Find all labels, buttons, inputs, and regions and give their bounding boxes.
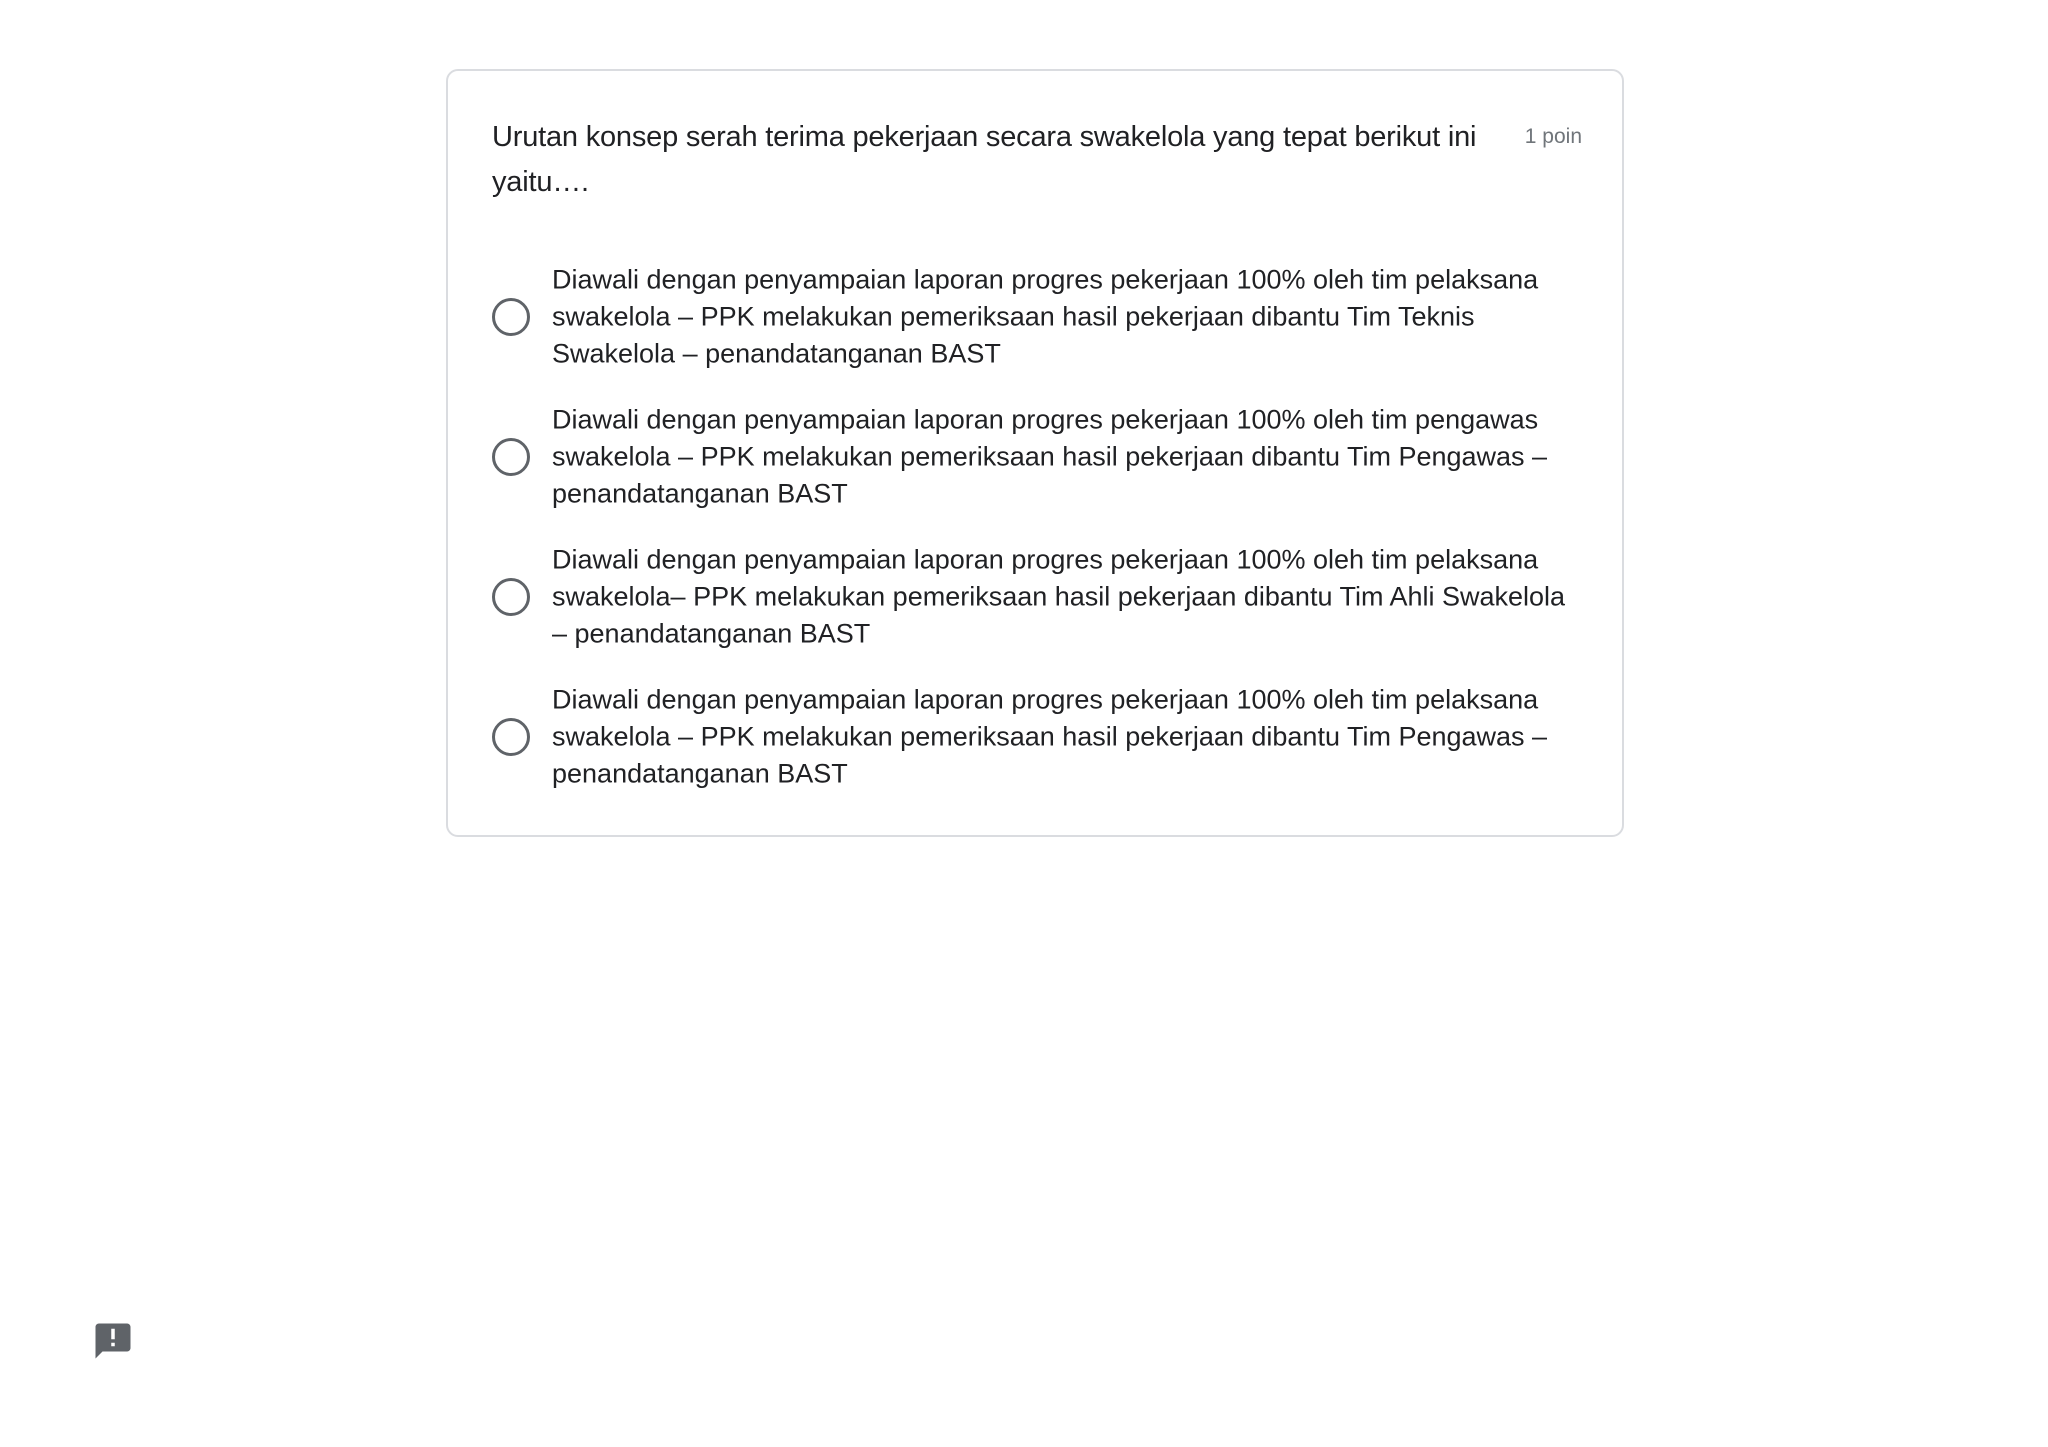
- option-3[interactable]: [492, 527, 1582, 667]
- option-label[interactable]: Diawali dengan penyampaian laporan progres pekerjaan 100% oleh tim pelaksana swakelola– PPK melakukan pemeriksaan hasil pekerjaan dibantu Tim Ahli Swakelola – penandatanganan BAST: [552, 544, 1566, 649]
- option-label[interactable]: Diawali dengan penyampaian laporan progres pekerjaan 100% oleh tim pelaksana swakelola – PPK melakukan pemeriksaan hasil pekerjaan dibantu Tim Pengawas – penandatanganan BAST: [552, 684, 1548, 789]
- option-1[interactable]: [492, 247, 1582, 387]
- option-4[interactable]: [492, 667, 1582, 807]
- question-header: [492, 115, 1582, 205]
- points-label: 1 poin: [1524, 125, 1582, 148]
- question-title: Urutan konsep serah terima pekerjaan secara swakelola yang tepat berikut ini yaitu….: [492, 121, 1477, 198]
- radio-unchecked-icon[interactable]: [492, 298, 530, 336]
- radio-unchecked-icon[interactable]: [492, 718, 530, 756]
- options-list: [492, 247, 1582, 807]
- option-label[interactable]: Diawali dengan penyampaian laporan progres pekerjaan 100% oleh tim pelaksana swakelola – PPK melakukan pemeriksaan hasil pekerjaan dibantu Tim Teknis Swakelola – penandatanganan BAST: [552, 264, 1539, 369]
- radio-unchecked-icon[interactable]: [492, 578, 530, 616]
- report-feedback-icon[interactable]: [92, 1320, 134, 1362]
- radio-unchecked-icon[interactable]: [492, 438, 530, 476]
- option-label[interactable]: Diawali dengan penyampaian laporan progres pekerjaan 100% oleh tim pengawas swakelola – PPK melakukan pemeriksaan hasil pekerjaan dibantu Tim Pengawas – penandatanganan BAST: [552, 404, 1548, 509]
- question-card: [446, 69, 1624, 837]
- option-2[interactable]: [492, 387, 1582, 527]
